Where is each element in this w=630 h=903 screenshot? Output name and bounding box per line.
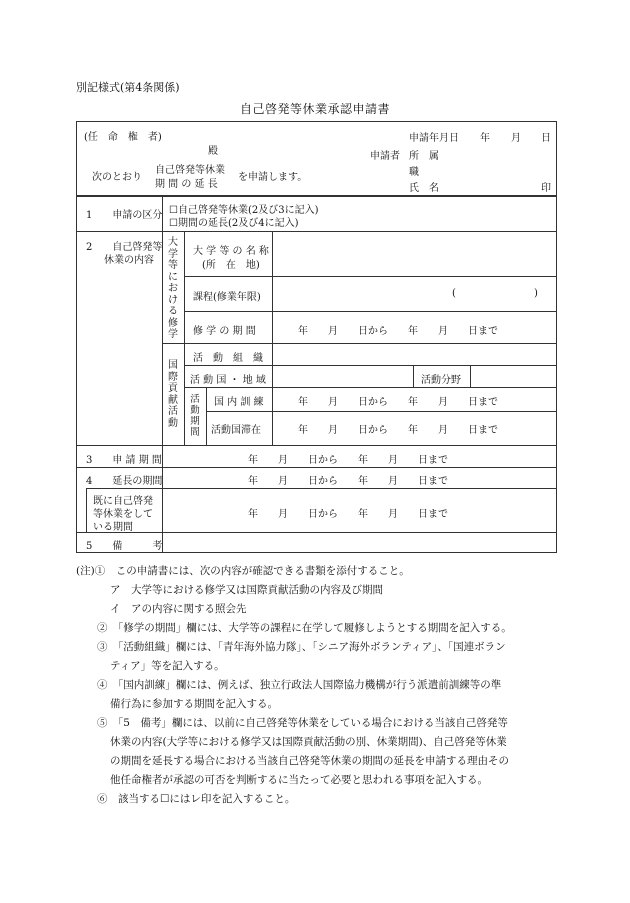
study-vertical-label: 大学等における修学 [168, 237, 178, 340]
stay-period-from: 年 月 日から [298, 425, 388, 436]
affiliation-label: 所 属 [409, 151, 439, 162]
form-reference: 別記様式(第4条関係) [76, 81, 180, 94]
sec2-label: 2 自己啓発等 [86, 242, 163, 253]
activity-period-vertical-label: 活動期間 [190, 394, 200, 438]
note-3b: ティア」等を記入する。 [110, 660, 225, 672]
date-label: 申請年月日 [409, 133, 459, 144]
stay-label: 活動国滞在 [211, 425, 261, 436]
study-period-to: 年 月 日まで [408, 326, 498, 337]
univ-name-label: 大 学 等 の 名 称 [193, 246, 269, 257]
date-month: 月 [511, 133, 521, 144]
sec3-label: 3 申 請 期 間 [86, 455, 162, 466]
document-title: 自己啓発等休業承認申請書 [240, 102, 391, 116]
prev-leave-label: 既に自己啓発 [93, 496, 153, 507]
sec1-option-self-development[interactable]: ☐自己啓発等休業(2及び3に記入) [169, 205, 319, 216]
note-1: (注)① この申請書には、次の内容が確認できる書類を添付すること。 [76, 565, 410, 577]
sec4-period-to: 年 月 日まで [358, 476, 448, 487]
sec3-period-from: 年 月 日から [248, 455, 338, 466]
prev-leave-period-from: 年 月 日から [248, 509, 338, 520]
note-4a: ④ 「国内訓練」欄には、例えば、独立行政法人国際協力機構が行う派遣前訓練等の準 [97, 679, 502, 691]
prev-leave-label-3: いる期間 [93, 522, 133, 533]
sec2-label-sub: 休業の内容 [104, 255, 154, 266]
training-period-from: 年 月 日から [298, 397, 388, 408]
intl-vertical-label: 国際貢献活動 [168, 360, 178, 429]
course-paren-close: ) [534, 288, 538, 299]
applicant-label: 申請者 [370, 151, 400, 162]
stay-period-to: 年 月 日まで [408, 425, 498, 436]
note-4b: 備行為に参加する期間を記入する。 [110, 698, 278, 710]
note-3a: ③ 「活動組織」欄には、「青年海外協力隊」、「シニア海外ボランティア」、「国連ボラン [97, 641, 506, 653]
sec3-period-to: 年 月 日まで [358, 455, 448, 466]
note-6: ⑥ 該当する☐にはレ印を記入すること。 [97, 793, 296, 805]
training-period-to: 年 月 日まで [408, 397, 498, 408]
prev-leave-label-2: 等休業をして [93, 509, 153, 520]
note-2: ② 「修学の期間」欄には、大学等の課程に在学して履修しようとする期間を記入する。 [97, 622, 512, 634]
intro-label: 次のとおり [92, 172, 142, 183]
option-self-development: 自己啓発等休業 [155, 165, 225, 176]
training-label: 国 内 訓 練 [214, 397, 264, 408]
apply-label: を申請します。 [238, 172, 308, 183]
name-label: 氏 名 [409, 183, 439, 194]
note-5b: 休業の内容(大学等における修学又は国際貢献活動の別、休業期間)、自己啓発等休業 [110, 736, 507, 748]
country-label: 活 動 国 ・ 地 域 [190, 375, 266, 386]
note-5a: ⑤ 「5 備考」欄には、以前に自己啓発等休業をしている場合における当該自己啓発等 [97, 717, 508, 729]
study-period-label: 修 学 の 期 間 [193, 326, 256, 337]
sec1-option-extension[interactable]: ☐期間の延長(2及び4に記入) [169, 218, 299, 229]
post-label: 職 [409, 167, 419, 178]
sec5-label: 5 備 考 [86, 541, 163, 552]
course-paren-open: ( [452, 288, 456, 299]
sec1-label: 1 申請の区分 [86, 210, 163, 221]
note-5d: 他任命権者が承認の可否を判断するに当たって必要と思われる事項を記入する。 [110, 774, 488, 786]
note-5c: の期間を延長する場合における当該自己啓発等休業の期間の延長を申請する理由その [110, 755, 509, 767]
option-extension: 期 間 の 延 長 [155, 179, 218, 190]
dono-label: 殿 [208, 146, 218, 157]
study-period-from: 年 月 日から [298, 326, 388, 337]
seal-mark: 印 [541, 183, 551, 194]
note-1a: ア 大学等における修学又は国際貢献活動の内容及び期間 [110, 584, 383, 596]
univ-location-label: (所 在 地) [202, 260, 260, 271]
note-1b: イ アの内容に関する照会先 [110, 603, 247, 615]
sec4-period-from: 年 月 日から [248, 476, 338, 487]
org-label: 活 動 組 織 [193, 353, 263, 364]
prev-leave-period-to: 年 月 日まで [358, 509, 448, 520]
date-year: 年 [480, 133, 490, 144]
sec4-label: 4 延長の期間 [86, 476, 163, 487]
course-label: 課程(修業年限) [193, 292, 261, 303]
authority-label: (任 命 権 者) [84, 132, 162, 143]
date-day: 日 [541, 133, 551, 144]
field-label: 活動分野 [421, 375, 461, 386]
